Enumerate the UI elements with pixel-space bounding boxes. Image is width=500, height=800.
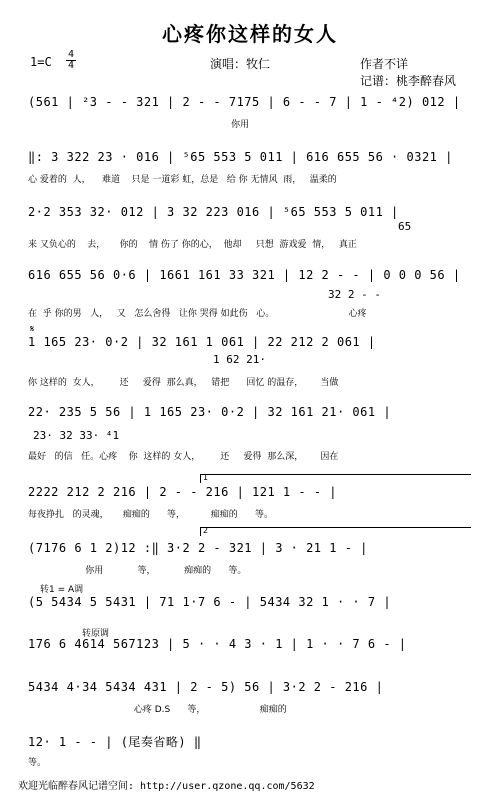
lyrics-line-6: 最好 的信 任。心疼 你 这样的 女人， 还 爱得 那么深， 因在 xyxy=(28,452,339,462)
staff-line-3 xyxy=(28,205,474,250)
notes-line-11: 5434 4·34 5434 431 | 2 - 5) 56 | 3·2 2 - 216 | xyxy=(28,680,384,694)
staff-line-8 xyxy=(28,541,474,581)
lyrics-line-7: 每夜挣扎 的灵魂， 痴痴的 等， 痴痴的 等。 xyxy=(28,510,273,520)
notes-line-1: (561 | ²3 - - 321 | 2 - - 7175 | 6 - - 7 | 1 - ⁴2) 012 | xyxy=(28,95,461,109)
volta-2: 2 xyxy=(200,527,471,536)
footer-text: 欢迎光临醉春风记谱空间: http://user.qzone.qq.com/5632 xyxy=(18,781,315,792)
notes-line-12: 12· 1 - - | (尾奏省略) ‖ xyxy=(28,735,202,749)
staff-line-1 xyxy=(28,95,474,135)
notes-line-3: 2·2 353 32· 012 | 3 32 223 016 | ⁵65 553 5 011 | xyxy=(28,205,399,219)
staff-line-11 xyxy=(28,680,474,720)
notes-line-9: (5 5434 5 5431 | 71 1·7 6 - | 5434 32 1 · · 7 | xyxy=(28,595,392,609)
notes-line-2: ‖: 3 322 23 · 016 | ⁵65 553 5 011 | 616 655 56 · 0321 | xyxy=(28,150,453,164)
subnotes-line-3: 65 xyxy=(398,220,412,233)
notes-line-5: 1 165 23· 0·2 | 32 161 1 061 | 22 212 2 061 | xyxy=(28,335,376,349)
lyrics-line-5: 你 这样的 女人， 还 爱得 那么真， 错把 回忆 的温存， 当做 xyxy=(28,378,339,388)
song-title: 心疼你这样的女人 xyxy=(162,22,338,46)
staff-line-7 xyxy=(28,485,474,525)
lyrics-line-11: 心疼 D.S 等， 痴痴的 xyxy=(28,705,287,715)
staff-line-9 xyxy=(28,595,474,615)
subnotes-line-6: 23· 32 33· ⁴1 xyxy=(33,429,120,442)
lyrics-line-2: 心 爱着的 人， 难道 只是 一道彩 虹，总是 给 你 无情风 雨， 温柔的 xyxy=(28,175,337,185)
staff-line-6 xyxy=(28,405,474,462)
transcriber-credit: 记谱：桃李醉春风 xyxy=(360,74,457,88)
singer-credit: 演唱：牧仁 xyxy=(210,57,271,71)
notes-line-8: (7176 6 1 2)12 :‖ 3·2 2 - 321 | 3 · 21 1 - | xyxy=(28,541,368,555)
notes-line-6: 22· 235 5 56 | 1 165 23· 0·2 | 32 161 21· 061 | xyxy=(28,405,392,419)
modulation-2: 转原调 xyxy=(82,629,110,639)
staff-line-12 xyxy=(28,733,474,773)
staff-line-2 xyxy=(28,150,474,190)
lyrics-line-12: 等。 xyxy=(28,758,47,768)
modulation-1: 转1 = A调 xyxy=(40,585,84,595)
time-signature xyxy=(66,50,76,71)
key-signature: 1=C xyxy=(30,55,52,69)
time-signature-bottom: 4 xyxy=(67,60,75,71)
time-signature-top: 4 xyxy=(67,49,75,60)
staff-line-4 xyxy=(28,268,474,319)
lyrics-line-8: 你用 等， 痴痴的 等。 xyxy=(28,566,247,576)
staff-line-5 xyxy=(28,335,474,388)
volta-1: 1 xyxy=(200,474,471,483)
subnotes-line-4: 32 2 - - xyxy=(328,288,381,301)
composer-credit: 作者不详 xyxy=(360,57,409,71)
staff-line-10 xyxy=(28,637,474,657)
lyrics-line-4: 在 乎 你的男 人， 又 怎么舍得 让你 哭得 如此伤 心。 心疼 xyxy=(28,309,367,319)
notes-line-10: 176 6 4614 567123 | 5 · · 4 3 · 1 | 1 · · 7 6 - | xyxy=(28,637,407,651)
segno-sign: 𝄋 xyxy=(30,324,35,335)
subnotes-line-5: 1 62 21· xyxy=(213,353,266,366)
lyrics-line-3: 来 又负心的 去， 你的 情 伤了 你的心， 他却 只想 游戏爱 情， 真正 xyxy=(28,240,357,250)
notes-line-4: 616 655 56 0·6 | 1661 161 33 321 | 12 2 - - | 0 0 0 56 | xyxy=(28,268,461,282)
notes-line-7: 2222 212 2 216 | 2 - - 216 | 121 1 - - | xyxy=(28,485,337,499)
lyrics-line-1: 你用 xyxy=(28,120,250,130)
